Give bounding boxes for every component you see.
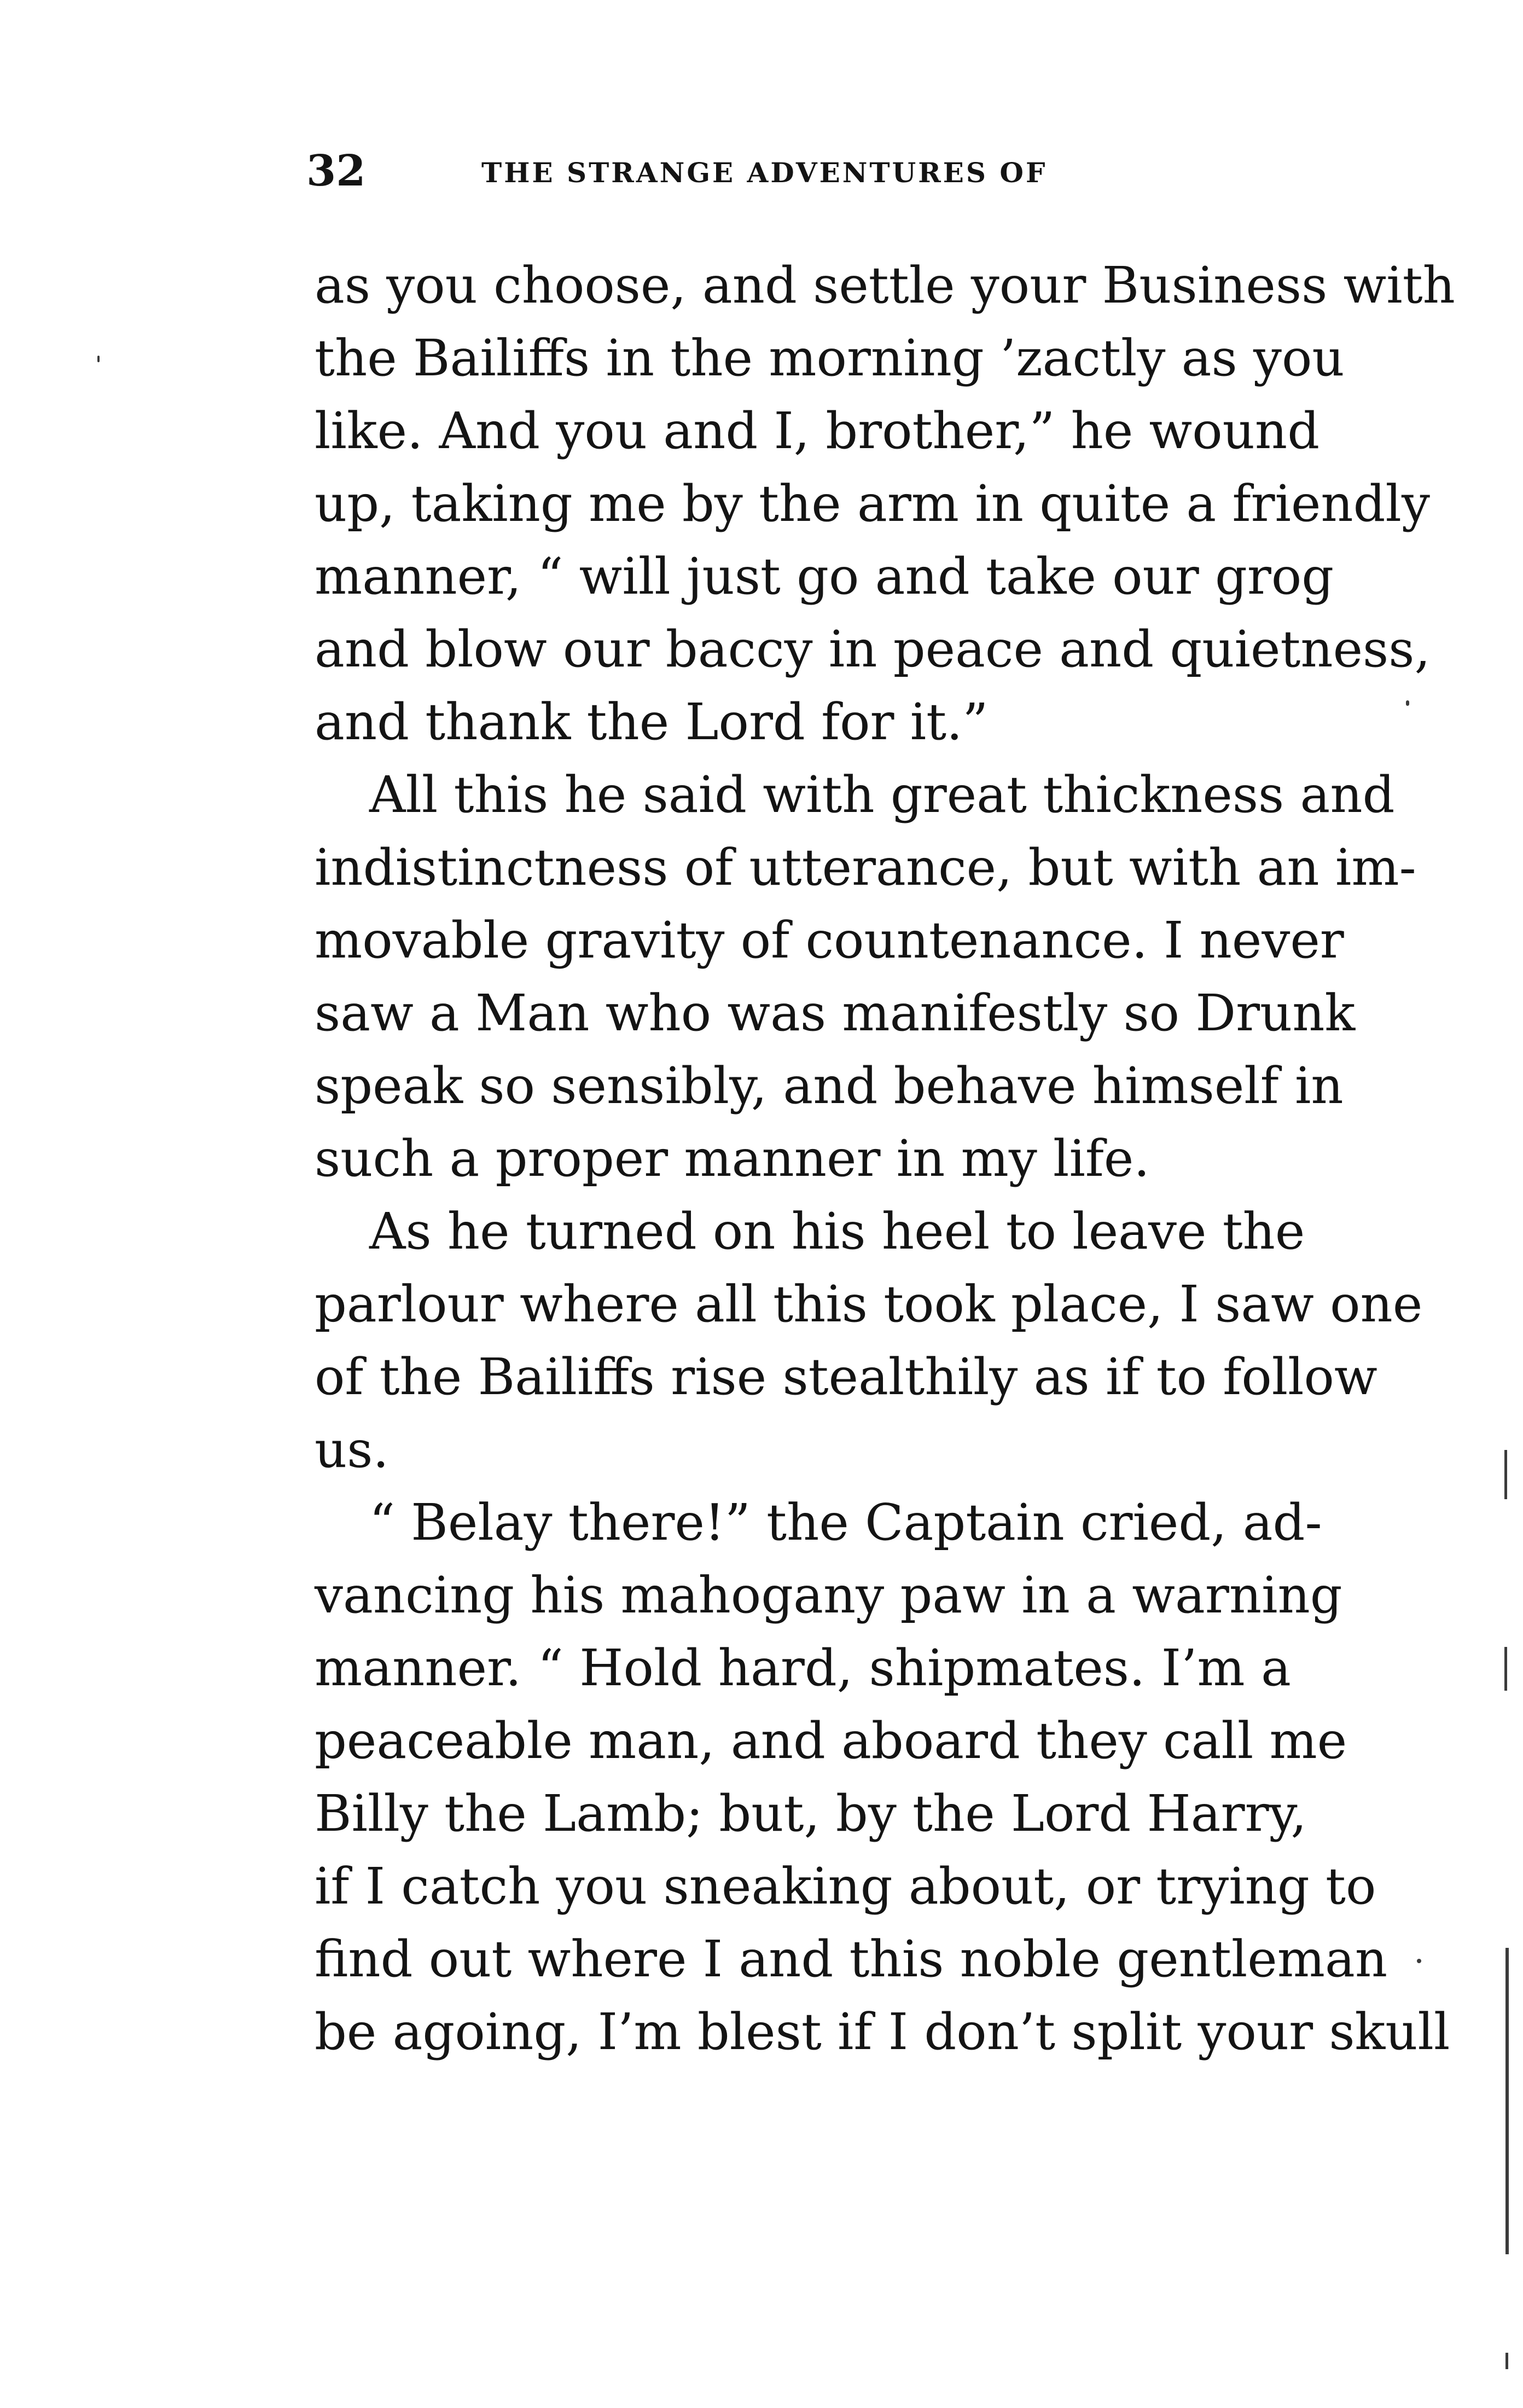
scan-dot (97, 356, 100, 362)
body-text (315, 249, 1455, 2068)
text-line: As he turned on his heel to leave the (369, 1202, 1305, 1261)
text-line: of the Bailiffs rise stealthily as if to follow (315, 1348, 1377, 1406)
text-line: if I catch you sneaking about, or trying to (315, 1857, 1376, 1916)
text-line: and blow our baccy in peace and quietness, (315, 620, 1431, 678)
scan-margin-mark (1505, 1948, 1509, 2254)
scan-margin-mark (1504, 1647, 1507, 1691)
text-line: such a proper manner in my life. (315, 1129, 1150, 1188)
text-line: manner. “ Hold hard, shipmates. I’m a (315, 1639, 1291, 1697)
text-line: and thank the Lord for it.” (315, 693, 989, 751)
text-line: as you choose, and settle your Business with (315, 256, 1455, 315)
scan-dot (1505, 2353, 1508, 2369)
text-line: parlour where all this took place, I saw one (315, 1275, 1423, 1333)
running-head (306, 147, 1291, 196)
text-line: find out where I and this noble gentleman (315, 1930, 1388, 1988)
text-line: vancing his mahogany paw in a warning (315, 1566, 1342, 1624)
text-line: Billy the Lamb; but, by the Lord Harry, (315, 1784, 1307, 1843)
text-line: movable gravity of countenance. I never (315, 911, 1344, 970)
text-line: saw a Man who was manifestly so Drunk (315, 984, 1356, 1042)
text-line: “ Belay there!” the Captain cried, ad- (369, 1493, 1322, 1552)
text-line: the Bailiffs in the morning ’zactly as you (315, 329, 1345, 387)
text-line: us. (315, 1420, 389, 1479)
scan-margin-mark (1504, 1450, 1507, 1499)
text-line: manner, “ will just go and take our grog (315, 547, 1334, 606)
running-title: THE STRANGE ADVENTURES OF (481, 156, 1048, 189)
scan-dot (1417, 1959, 1421, 1963)
page-number: 32 (306, 146, 366, 196)
text-line: All this he said with great thickness and (369, 765, 1395, 824)
text-line: peaceable man, and aboard they call me (315, 1711, 1347, 1770)
text-line: be agoing, I’m blest if I don’t split your skull (315, 2003, 1450, 2061)
text-line: like. And you and I, brother,” he wound (315, 402, 1320, 460)
text-line: up, taking me by the arm in quite a friendly (315, 474, 1430, 533)
text-line: speak so sensibly, and behave himself in (315, 1057, 1344, 1115)
text-line: indistinctness of utterance, but with an im- (315, 838, 1416, 897)
scan-dot (1406, 700, 1409, 706)
